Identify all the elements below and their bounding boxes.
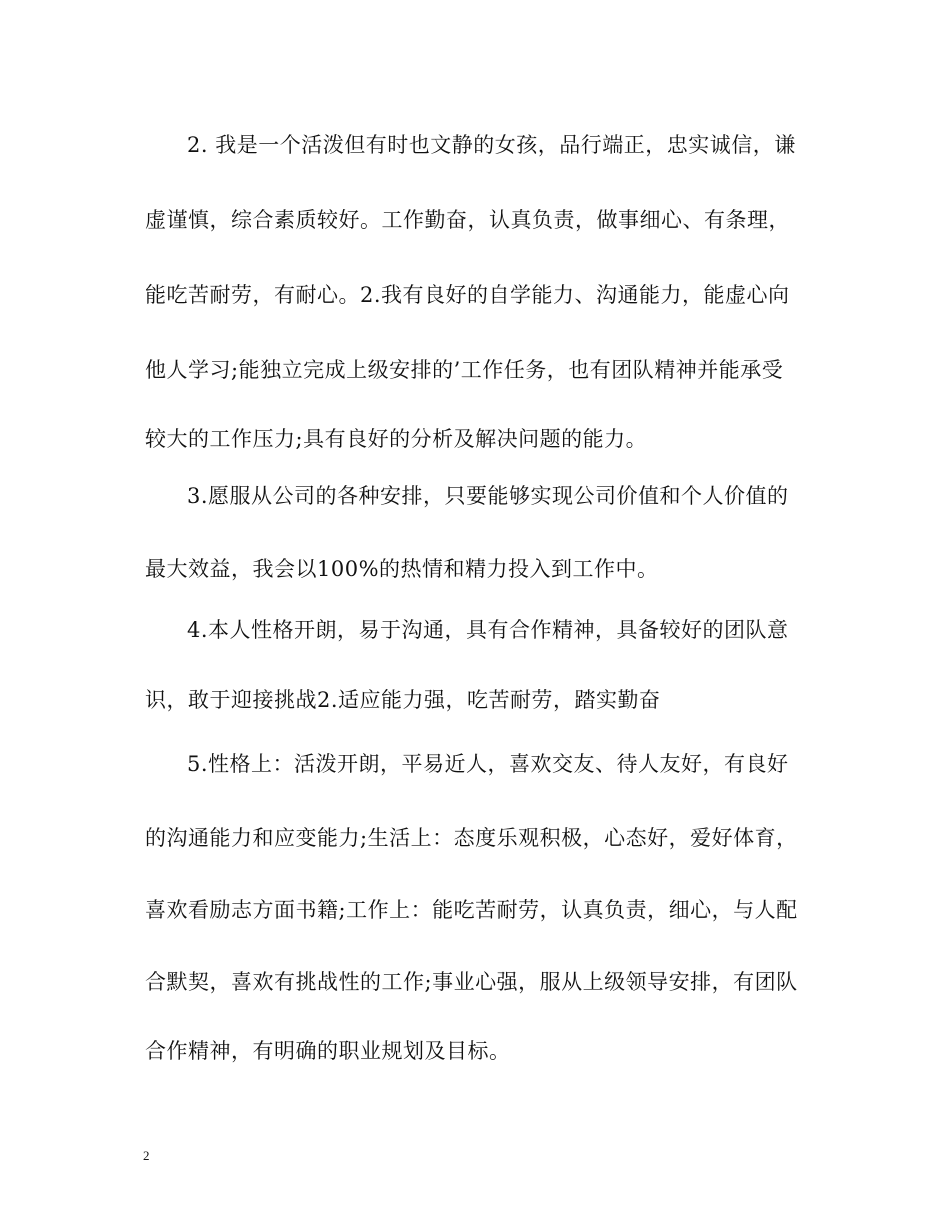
paragraph-3-line-1: 3.愿服从公司的各种安排，只要能够实现公司价值和个人价值的	[187, 484, 789, 508]
paragraph-2-line-1: 2. 我是一个活泼但有时也文静的女孩，品行端正，忠实诚信，谦	[187, 133, 796, 157]
paragraph-4-line-2: 识，敢于迎接挑战2.适应能力强，吃苦耐劳，踏实勤奋	[145, 688, 661, 712]
paragraph-5-line-2: 的沟通能力和应变能力;生活上：态度乐观积极，心态好，爱好体育，	[145, 826, 798, 850]
paragraph-5-line-1: 5.性格上：活泼开朗，平易近人，喜欢交友、待人友好，有良好	[187, 752, 789, 776]
page-number: 2	[143, 1148, 150, 1163]
paragraph-5-line-3: 喜欢看励志方面书籍;工作上：能吃苦耐劳，认真负责，细心，与人配	[145, 898, 798, 922]
paragraph-2-line-4: 他人学习;能独立完成上级安排的’工作任务，也有团队精神并能承受	[145, 358, 784, 382]
paragraph-3-line-2: 最大效益，我会以100%的热情和精力投入到工作中。	[145, 557, 659, 581]
paragraph-5-line-5: 合作精神，有明确的职业规划及目标。	[145, 1039, 511, 1063]
paragraph-4-line-1: 4.本人性格开朗，易于沟通，具有合作精神，具备较好的团队意	[187, 618, 789, 642]
paragraph-2-line-5: 较大的工作压力;具有良好的分析及解决问题的能力。	[145, 427, 648, 451]
paragraph-2-line-3: 能吃苦耐劳，有耐心。2.我有良好的自学能力、沟通能力，能虚心向	[145, 283, 790, 307]
paragraph-2-line-2: 虚谨慎，综合素质较好。工作勤奋，认真负责，做事细心、有条理，	[145, 208, 790, 232]
paragraph-5-line-4: 合默契，喜欢有挑战性的工作;事业心强，服从上级领导安排，有团队	[145, 970, 798, 994]
